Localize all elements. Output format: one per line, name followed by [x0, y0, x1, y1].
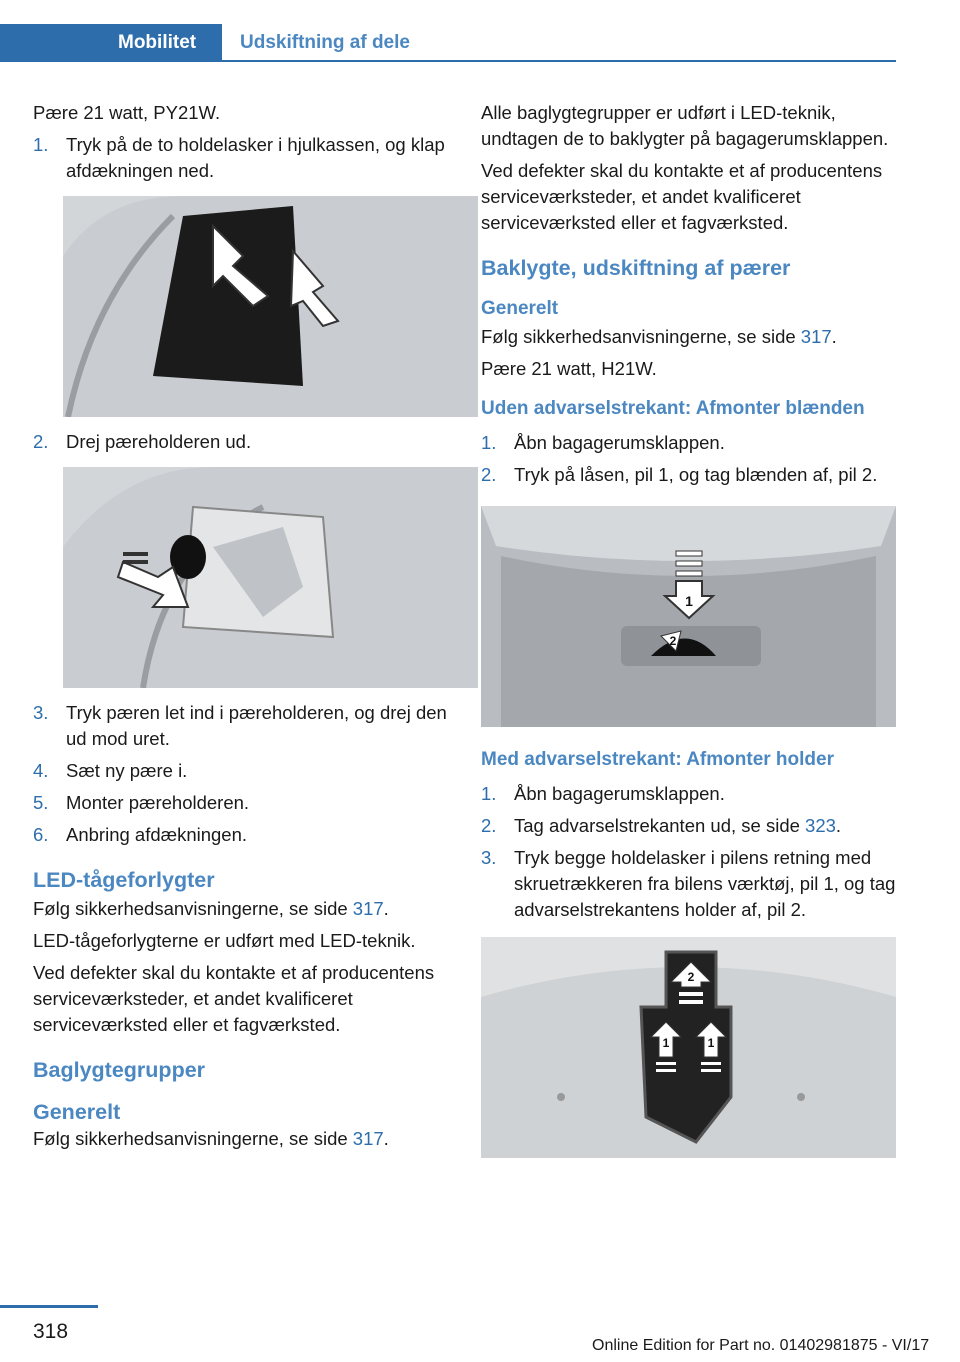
- step-item: [33, 132, 448, 184]
- page-header: [0, 0, 960, 62]
- step-item: [33, 758, 448, 784]
- left-column: [33, 100, 448, 1158]
- paragraph: LED-tågeforlygterne er udført med LED-teknik.: [33, 930, 416, 951]
- step-text: Tryk begge holdelasker i pilens retning med skruetrækkeren fra bilens værktøj, pil 1, og tag advarselstrekantens holder af, pil 2.: [514, 847, 896, 920]
- steps-list-uden: [481, 430, 896, 488]
- safety-text: Følg sikkerhedsanvisningerne, se side: [481, 326, 801, 347]
- figure-warning-triangle-holder: [481, 937, 896, 1158]
- page-number: 318: [33, 1320, 69, 1343]
- step-text: Åbn bagagerumsklappen.: [514, 432, 725, 453]
- step-item: [481, 845, 896, 923]
- tab-udskiftning-af-dele[interactable]: Udskiftning af dele: [240, 32, 410, 53]
- paragraph: Alle baglygtegrupper er udført i LED-teknik, undtagen de to baklygter på bagagerumsklappen.: [481, 102, 889, 149]
- step-number: 4.: [33, 760, 49, 781]
- steps-list-med: [481, 781, 896, 923]
- arrow-label-2: 2: [687, 970, 695, 984]
- paragraph: Ved defekter skal du kontakte et af producentens serviceværksteder, et andet kvalificeret serviceværksted eller et fagværksted.: [33, 962, 435, 1035]
- step-item: [481, 781, 896, 807]
- heading-without-warning-triangle: Uden advarselstrekant: Afmonter blænden: [481, 398, 865, 419]
- safety-text-end: .: [831, 326, 837, 347]
- step-text: Monter pæreholderen.: [66, 792, 250, 813]
- step-number: 1.: [33, 134, 49, 155]
- arrow-label-1b: 1: [707, 1036, 715, 1050]
- page-link[interactable]: 317: [800, 326, 832, 347]
- tab-mobilitet[interactable]: [0, 24, 222, 62]
- heading-reverse-light: Baklygte, udskiftning af pærer: [481, 256, 791, 280]
- subheading-general: Generelt: [33, 1100, 121, 1124]
- step-text: Tryk på de to holdelasker i hjulkassen, og klap afdækningen ned.: [66, 134, 445, 181]
- safety-note: [33, 1126, 448, 1152]
- step-number: 2.: [33, 431, 49, 452]
- step-text-end: .: [835, 815, 842, 836]
- footer-divider: [0, 1305, 98, 1308]
- right-column: [481, 100, 896, 1170]
- step-number: 3.: [33, 702, 49, 723]
- page-link[interactable]: 317: [352, 1128, 384, 1149]
- step-number: 2.: [481, 815, 497, 836]
- header-divider: [222, 60, 896, 62]
- step-item: [33, 822, 448, 848]
- step-item: [33, 429, 448, 455]
- heading-led-fog-lights: LED-tågeforlygter: [33, 868, 215, 892]
- step-number: 1.: [481, 432, 497, 453]
- step-text: Tryk pæren let ind i pæreholderen, og drej den ud mod uret.: [66, 702, 447, 749]
- step-text: Drej pæreholderen ud.: [66, 431, 252, 452]
- safety-note: [481, 324, 896, 350]
- heading-rear-lights: Baglygtegrupper: [33, 1058, 206, 1082]
- step-item: [481, 462, 896, 488]
- paragraph: Ved defekter skal du kontakte et af producentens serviceværksteder, et andet kvalificeret serviceværksted eller et fagværksted.: [481, 160, 883, 233]
- step-text: Tag advarselstrekanten ud, se side: [514, 815, 806, 836]
- safety-text: Følg sikkerhedsanvisningerne, se side: [33, 1128, 353, 1149]
- safety-text-end: .: [383, 898, 389, 919]
- step-item: [33, 790, 448, 816]
- step-number: 1.: [481, 783, 497, 804]
- steps-list-b: [33, 700, 448, 848]
- step-text: Sæt ny pære i.: [66, 760, 188, 781]
- heading-with-warning-triangle: Med advarselstrekant: Afmonter holder: [481, 749, 834, 770]
- step-number: 2.: [481, 464, 497, 485]
- step-number: 5.: [33, 792, 49, 813]
- arrow-label-1: 1: [685, 593, 693, 609]
- step-item: [33, 700, 448, 752]
- step-text: Anbring afdækningen.: [66, 824, 248, 845]
- step-item: [481, 430, 896, 456]
- safety-text: Følg sikkerhedsanvisningerne, se side: [33, 898, 353, 919]
- step-item: [481, 813, 896, 839]
- step-text: Åbn bagagerumsklappen.: [514, 783, 725, 804]
- page-link[interactable]: 323: [805, 815, 836, 836]
- figure-wheel-housing-cover: [63, 196, 478, 417]
- edition-note: Online Edition for Part no. 01402981875 - VI/17: [592, 1337, 930, 1354]
- safety-text-end: .: [383, 1128, 389, 1149]
- tab-mobilitet-label: Mobilitet: [118, 32, 197, 53]
- steps-list-a: [33, 132, 448, 184]
- figure-trunk-lid-panel: [481, 506, 896, 727]
- step-number: 6.: [33, 824, 49, 845]
- steps-list-a2: [33, 429, 448, 455]
- figure-bulb-holder: [63, 467, 478, 688]
- subheading-general: Generelt: [481, 298, 559, 319]
- arrow-label-2: 2: [669, 634, 677, 648]
- page-link[interactable]: 317: [352, 898, 384, 919]
- bulb-spec: Pære 21 watt, H21W.: [481, 358, 657, 379]
- bulb-spec: Pære 21 watt, PY21W.: [33, 102, 221, 123]
- safety-note: [33, 896, 448, 922]
- step-number: 3.: [481, 847, 497, 868]
- step-text: Tryk på låsen, pil 1, og tag blænden af, pil 2.: [514, 464, 878, 485]
- arrow-label-1: 1: [662, 1036, 670, 1050]
